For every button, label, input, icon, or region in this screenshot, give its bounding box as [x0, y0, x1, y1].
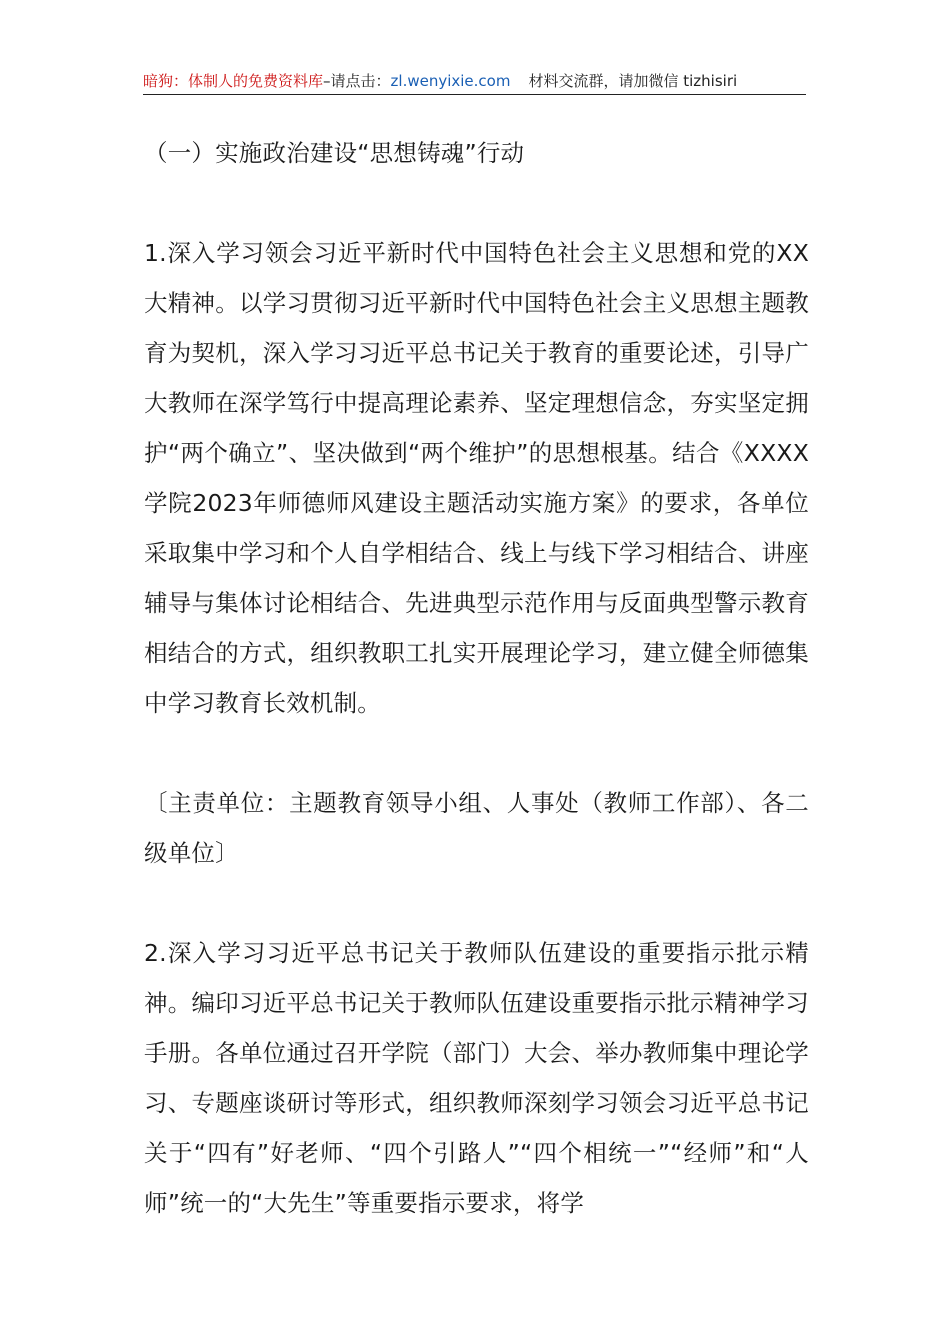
header-url-link[interactable]: zl.wenyixie.com — [390, 72, 511, 90]
header-click-prompt: –请点击： — [323, 72, 391, 90]
document-body — [144, 128, 809, 1228]
section-title: （一）实施政治建设“思想铸魂”行动 — [144, 139, 525, 167]
paragraph-item-1: 1.深入学习领会习近平新时代中国特色社会主义思想和党的XX大精神。以学习贯彻习近平新时代中国特色社会主义思想主题教育为契机，深入学习习近平总书记关于教育的重要论述，引导广大教师在深学笃行中提高理论素养、坚定理想信念，夯实坚定拥护“两个确立”、坚决做到“两个维护”的思想根基。结合《XXXX学院2023年师德师风建设主题活动实施方案》的要求，各单位采取集中学习和个人自学相结合、线上与线下学习相结合、讲座辅导与集体讨论相结合、先进典型示范作用与反面典型警示教育相结合的方式，组织教职工扎实开展理论学习，建立健全师德集中学习教育长效机制。 — [144, 239, 809, 717]
responsible-units-item-1: 〔主责单位：主题教育领导小组、人事处（教师工作部）、各二级单位〕 — [144, 789, 809, 867]
header-site-name: 暗狗：体制人的免费资料库 — [143, 72, 324, 90]
page-header — [143, 70, 806, 95]
paragraph-item-2: 2.深入学习习近平总书记关于教师队伍建设的重要指示批示精神。编印习近平总书记关于教师队伍建设重要指示批示精神学习手册。各单位通过召开学院（部门）大会、举办教师集中理论学习、专题座谈研讨等形式，组织教师深刻学习领会习近平总书记关于“四有”好老师、“四个引路人”“四个相统一”“经师”和“人师”统一的“大先生”等重要指示要求，将学 — [144, 939, 809, 1217]
header-group-info: 材料交流群，请加微信 tizhisiri — [528, 72, 738, 90]
